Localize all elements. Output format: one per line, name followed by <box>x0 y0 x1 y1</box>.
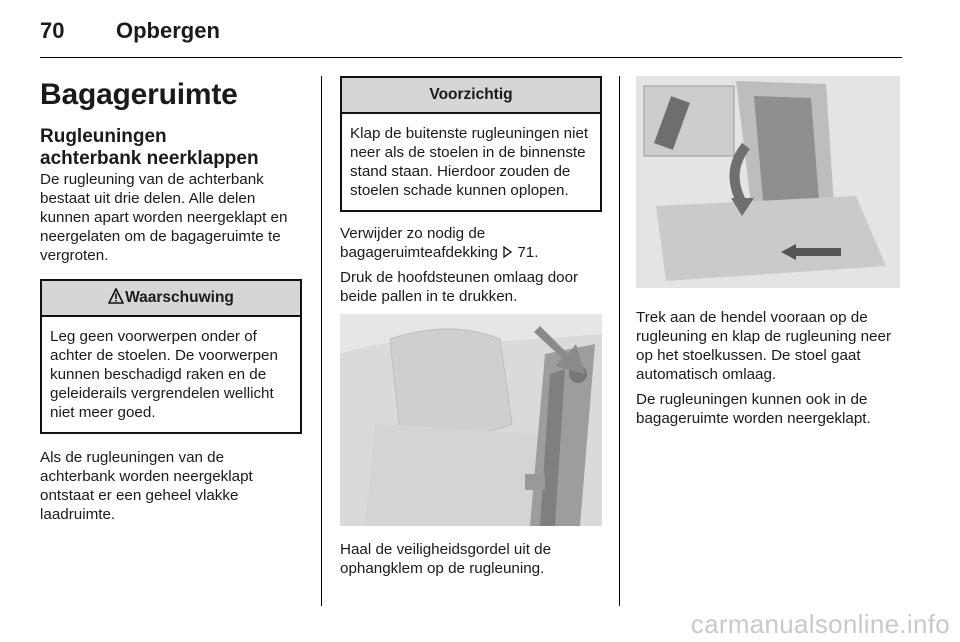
warning-box-header <box>42 281 300 317</box>
page-number: 70 <box>40 18 65 43</box>
caution-box <box>340 76 602 212</box>
caution-box-header <box>342 78 600 114</box>
body-paragraph: De rugleuningen kunnen ook in de bagageruimte worden neergeklapt. <box>636 391 871 427</box>
column-1 <box>40 70 302 530</box>
body-paragraph: Trek aan de hendel vooraan op de rugleuning en klap de rugleuning neer op het stoelkussen. De stoel gaat automatisch omlaag. <box>636 309 892 383</box>
page-header <box>40 18 900 48</box>
body-paragraph: Haal de veiligheidsgordel uit de ophangklem op de rugleuning. <box>340 541 552 577</box>
headrest-illustration <box>340 314 602 526</box>
column-3 <box>636 76 902 434</box>
page-reference-icon <box>502 246 513 258</box>
page-title: Bagageruimte <box>40 78 238 111</box>
headrest-seatbelt-image <box>340 314 602 526</box>
caution-body <box>342 114 600 210</box>
watermark: carmanualsonline.info <box>690 609 950 639</box>
intro-paragraph: De rugleuning van de achterbank bestaat uit drie delen. Alle delen kunnen apart worden neergeklapt en neergelaten om de bagageruimte te vergroten. <box>40 171 288 264</box>
caution-text: Klap de buitenste rugleuningen niet neer als de stoelen in de binnenste stand staan. Hierdoor zouden de stoelen schade kunnen oplopen. <box>350 125 589 199</box>
warning-text: Leg geen voorwerpen onder of achter de stoelen. De voorwerpen kunnen beschadigd raken en de geleiderails vergrendelen wellicht niet meer goed. <box>50 328 278 421</box>
warning-body <box>42 317 300 432</box>
header-divider <box>40 57 902 58</box>
warning-triangle-icon <box>108 288 124 304</box>
column-2 <box>340 76 602 584</box>
warning-title: Waarschuwing <box>125 289 234 306</box>
body-paragraph <box>340 224 602 262</box>
section-title: Opbergen <box>116 18 220 43</box>
column-divider <box>619 76 620 606</box>
warning-box <box>40 279 302 434</box>
body-paragraph: Druk de hoofdsteunen omlaag door beide pallen in te drukken. <box>340 269 579 305</box>
body-paragraph: Als de rugleuningen van de achterbank worden neergeklapt ontstaat er een geheel vlakke laadruimte. <box>40 449 253 523</box>
subsection-heading: Rugleuningen achterbank neerklappen <box>40 126 259 169</box>
page-reference: 71. <box>517 244 539 261</box>
caution-title: Voorzichtig <box>429 86 513 103</box>
remove-cover-text: Verwijder zo nodig de bagageruimteafdekking <box>340 225 498 261</box>
seat-fold-illustration <box>636 76 900 288</box>
seat-fold-image <box>636 76 900 288</box>
column-divider <box>321 76 322 606</box>
